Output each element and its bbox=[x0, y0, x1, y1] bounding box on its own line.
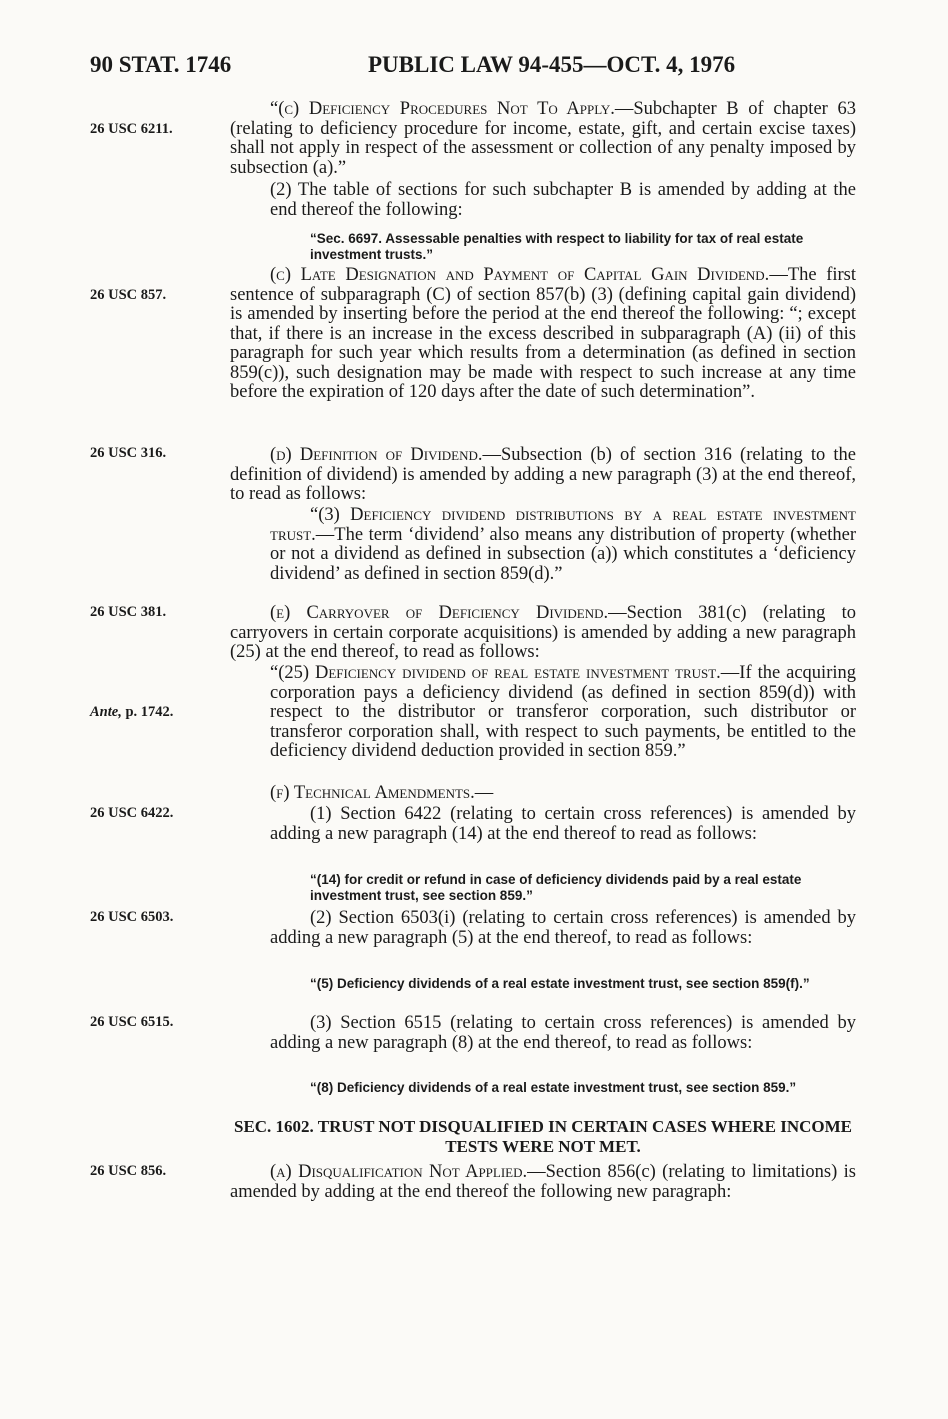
paragraph bbox=[230, 604, 856, 663]
margin-note: 26 USC 6503. bbox=[90, 909, 174, 925]
paragraph-body: (2) Section 6503(i) (relating to certain cross references) is amended by adding a new paragraph (5) at the end thereof, to read as follows: bbox=[270, 908, 856, 948]
stat-citation: 90 STAT. 1746 bbox=[90, 52, 232, 77]
paragraph-body: —Subsection (b) of section 316 (relating to the definition of dividend) is amended by adding a new paragraph (3) at the end thereof, to read as follows: bbox=[230, 445, 856, 504]
margin-note: 26 USC 6211. bbox=[90, 121, 173, 137]
margin-note: 26 USC 857. bbox=[90, 287, 167, 303]
running-title: PUBLIC LAW 94-455—OCT. 4, 1976 bbox=[368, 52, 736, 77]
paragraph-body: —Section 381(c) (relating to carryovers in certain corporate acquisitions) is amended by adding a new paragraph (25) at the end thereof, to read as follows: bbox=[230, 603, 856, 662]
margin-note-italic: Ante, bbox=[90, 704, 122, 720]
paragraph bbox=[230, 446, 856, 505]
page-header bbox=[90, 52, 870, 82]
paragraph-body: (1) Section 6422 (relating to certain cross references) is amended by adding a new paragraph (14) at the end thereof to read as follows: bbox=[270, 804, 856, 844]
margin-note: 26 USC 381. bbox=[90, 604, 167, 620]
paragraph bbox=[230, 1014, 856, 1053]
paragraph-heading: “(c) Deficiency Procedures Not To Apply. bbox=[270, 99, 615, 119]
margin-note bbox=[90, 704, 200, 721]
paragraph bbox=[230, 266, 856, 403]
paragraph-heading: (d) Definition of Dividend. bbox=[270, 445, 483, 465]
paragraph-body: —The term ‘dividend’ also means any distribution of property (whether or not a dividend as defined in subsection (a)) which constitutes a ‘deficiency dividend’ as defined in section 859(d).” bbox=[270, 524, 856, 584]
paragraph bbox=[230, 909, 856, 948]
paragraph-heading: (e) Carryover of Deficiency Dividend. bbox=[270, 603, 609, 623]
paragraph-heading: (c) Late Designation and Payment of Capital Gain Dividend. bbox=[270, 265, 770, 285]
paragraph bbox=[230, 805, 856, 844]
margin-note: 26 USC 6422. bbox=[90, 805, 174, 821]
section-heading: SEC. 1602. TRUST NOT DISQUALIFIED IN CERTAIN CASES WHERE INCOME TESTS WERE NOT MET. bbox=[233, 1117, 852, 1156]
paragraph-heading: “(3) Deficiency dividend distributions by a real estate investment trust. bbox=[270, 505, 856, 545]
quoted-entry: “(14) for credit or refund in case of deficiency dividends paid by a real estate investment trust, see section 859.” bbox=[310, 872, 802, 903]
paragraph-body: (2) The table of sections for such subchapter B is amended by adding at the end thereof the following: bbox=[270, 180, 856, 220]
paragraph-body: —Section 856(c) (relating to limitations) is amended by adding at the end thereof the following new paragraph: bbox=[230, 1162, 857, 1202]
paragraph-body: —Subchapter B of chapter 63 (relating to deficiency procedure for income, estate, gift, and certain excise taxes) shall not apply in respect of the assessment or collection of any penalty imposed by subsection (a).” bbox=[230, 99, 856, 178]
margin-note: 26 USC 316. bbox=[90, 445, 167, 461]
paragraph bbox=[230, 506, 856, 584]
paragraph-body: —The first sentence of subparagraph (C) of section 857(b) (3) (defining capital gain dividend) is amended by inserting before the period at the end thereof the following: “; except that, if there is an increase in the excess described in subparagraph (A) (ii) of this paragraph for such year which results from a determination (as defined in section 859(c)), such designation may be made with respect to such increase at any time before the expiration of 120 days after the date of such determination”. bbox=[230, 265, 856, 402]
quoted-entry: “(5) Deficiency dividends of a real estate investment trust, see section 859(f).” bbox=[310, 976, 810, 991]
paragraph-heading: (a) Disqualification Not Applied. bbox=[270, 1162, 528, 1182]
paragraph bbox=[230, 1163, 856, 1202]
margin-note-rest: p. 1742. bbox=[121, 704, 174, 720]
paragraph-body: (3) Section 6515 (relating to certain cross references) is amended by adding a new paragraph (8) at the end thereof, to read as follows: bbox=[270, 1013, 856, 1053]
paragraph bbox=[230, 784, 856, 804]
paragraph-heading: (f) Technical Amendments. bbox=[270, 783, 475, 803]
paragraph bbox=[230, 181, 856, 220]
paragraph bbox=[230, 100, 856, 178]
paragraph-body: — bbox=[474, 783, 494, 803]
quoted-entry: “Sec. 6697. Assessable penalties with respect to liability for tax of real estate investment trusts.” bbox=[310, 231, 804, 262]
paragraph-heading: “(25) Deficiency dividend of real estate investment trust. bbox=[270, 663, 721, 683]
paragraph bbox=[230, 664, 856, 762]
margin-note: 26 USC 6515. bbox=[90, 1014, 174, 1030]
paragraph-body: —If the acquiring corporation pays a deficiency dividend (as defined in section 859(d)) with respect to the distributor or transferor corporation, such distributor or transferor corporation shall, with respect to such payments, be entitled to the deficiency dividend deduction provided in section 859.” bbox=[270, 663, 856, 761]
quoted-entry: “(8) Deficiency dividends of a real estate investment trust, see section 859.” bbox=[310, 1080, 797, 1095]
margin-note: 26 USC 856. bbox=[90, 1163, 167, 1179]
